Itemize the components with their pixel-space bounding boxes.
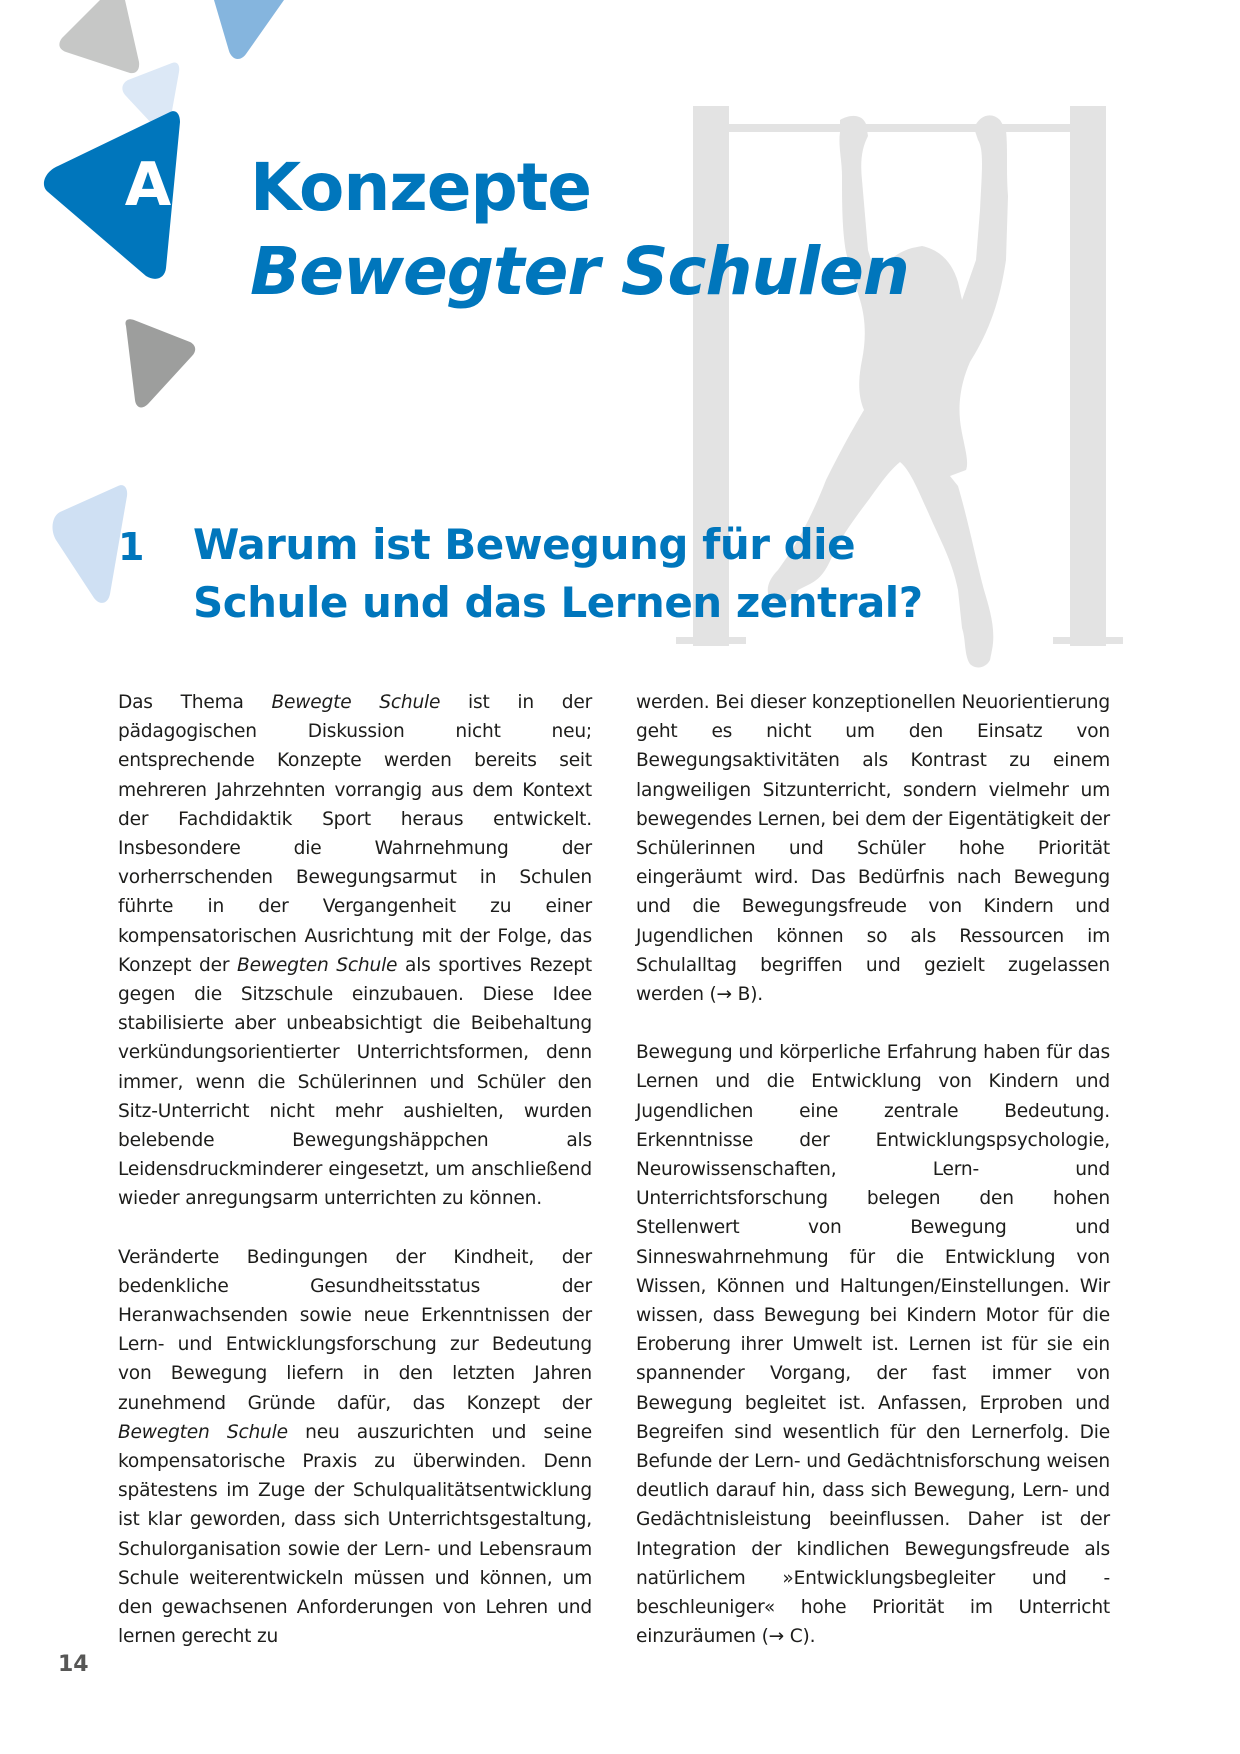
light-blue-triangle-top-icon <box>214 0 284 59</box>
text-segment: Bewegung und körperliche Erfahrung haben für das Lernen und die Entwicklung von Kindern und Jugendlichen eine zentrale Bedeutung. Erkenntnisse der Entwicklungspsychologie, Neurowissenschaften, Lern- und Unterrichtsforschung belegen den hohen Stellenwert von Bewegung und Sinneswahrnehmung für die Entwicklung von Wissen, Können und Haltungen/Einstellungen. Wir wissen, dass Bewegung bei Kindern Motor für die Eroberung ihrer Umwelt ist. Lernen ist für sie ein spannender Vorgang, der fast immer von Bewegung begleitet ist. Anfassen, Erproben und Begreifen sind wesentlich für den Lernerfolg. Die Befunde der Lern- und Gedächtnisforschung weisen deutlich darauf hin, dass sich Bewegung, Lern- und Gedächtnisleistung beeinflussen. Daher ist der Integration der kindlichen Bewegungsfreude als natürlichem »Entwicklungsbegleiter und -beschleuniger« hohe Priorität im Unterricht einzuräumen (→ C). <box>636 1042 1110 1648</box>
gray-triangle-top-icon <box>59 0 139 73</box>
section-title-line2: Schule und das Lernen zentral? <box>193 578 923 627</box>
page-number: 14 <box>58 1652 89 1677</box>
section-title <box>193 516 923 632</box>
text-segment: Veränderte Bedingungen der Kindheit, der bedenkliche Gesundheitsstatus der Heranwachsenden sowie neue Erkenntnissen der Lern- und Entwicklungsforschung zur Bedeutung von Bewegung liefern in den letzten Jahren zunehmend Gründe dafür, das Konzept der <box>118 1246 592 1414</box>
section-title-line1: Warum ist Bewegung für die <box>193 520 856 569</box>
emphasized-term: Bewegte Schule <box>271 692 441 713</box>
chapter-title-line1: Konzepte <box>250 149 592 226</box>
emphasized-term: Bewegten Schule <box>118 1421 288 1443</box>
section-triangle-icon <box>53 485 128 603</box>
text-segment: werden. Bei dieser konzeptionellen Neuorientierung geht es nicht um den Einsatz von Bewegungsaktivitäten als Kontrast zu einem langweiligen Sitzunterricht, sondern vielmehr um bewegendes Lernen, bei dem der Eigentätigkeit der Schülerinnen und Schüler hohe Priorität eingeräumt wird. Das Bedürfnis nach Bewegung und die Bewegungsfreude von Kindern und Jugendlichen können so als Ressourcen im Schulalltag begriffen und gezielt zugelassen werden (→ B). <box>636 692 1110 1006</box>
text-segment: als sportives Rezept gegen die Sitzschule einzubauen. Diese Idee stabilisierte aber unbeabsichtigt die Beibehaltung verkündungsorientierter Unterrichtsformen, denn immer, wenn die Schülerinnen und Schüler den Sitz-Unterricht nicht mehr aushielten, wurden belebende Bewegungshäppchen als Leidensdruckminderer eingesetzt, um anschließend wieder anregungsarm unterrichten zu können. <box>118 954 592 1210</box>
emphasized-term: Bewegten Schule <box>237 954 398 976</box>
chapter-title-line2: Bewegter Schulen <box>250 233 909 310</box>
text-segment: ist in der pädagogischen Diskussion nicht neu; entsprechende Konzepte werden bereits seit mehreren Jahrzehnten vorrangig aus dem Kontext der Fachdidaktik Sport heraus entwickelt. Insbesondere die Wahrnehmung der vorherrschenden Bewegungsarmut in Schulen führte in der Vergangenheit zu einer kompensatorischen Ausrichtung mit der Folge, das Konzept der <box>118 692 593 976</box>
body-paragraph <box>636 688 1110 1009</box>
section-number: 1 <box>118 525 145 569</box>
body-paragraph <box>118 1243 592 1652</box>
chapter-letter: A <box>124 150 172 220</box>
gray-triangle-bottom-icon <box>125 319 195 407</box>
body-paragraph <box>636 1038 1110 1651</box>
text-segment: Das Thema <box>118 692 272 713</box>
body-column-left <box>118 688 592 1681</box>
body-paragraph <box>118 688 592 1214</box>
body-column-right <box>636 688 1110 1681</box>
text-segment: neu auszurichten und seine kompensatorische Praxis zu überwinden. Denn spätestens im Zuge der Schulqualitätsentwicklung ist klar geworden, dass sich Unterrichtsgestaltung, Schulorganisation sowie der Lern- und Lebensraum Schule weiterentwickeln müssen und können, um den gewachsenen Anforderungen von Lehren und lernen gerecht zu <box>118 1421 592 1648</box>
